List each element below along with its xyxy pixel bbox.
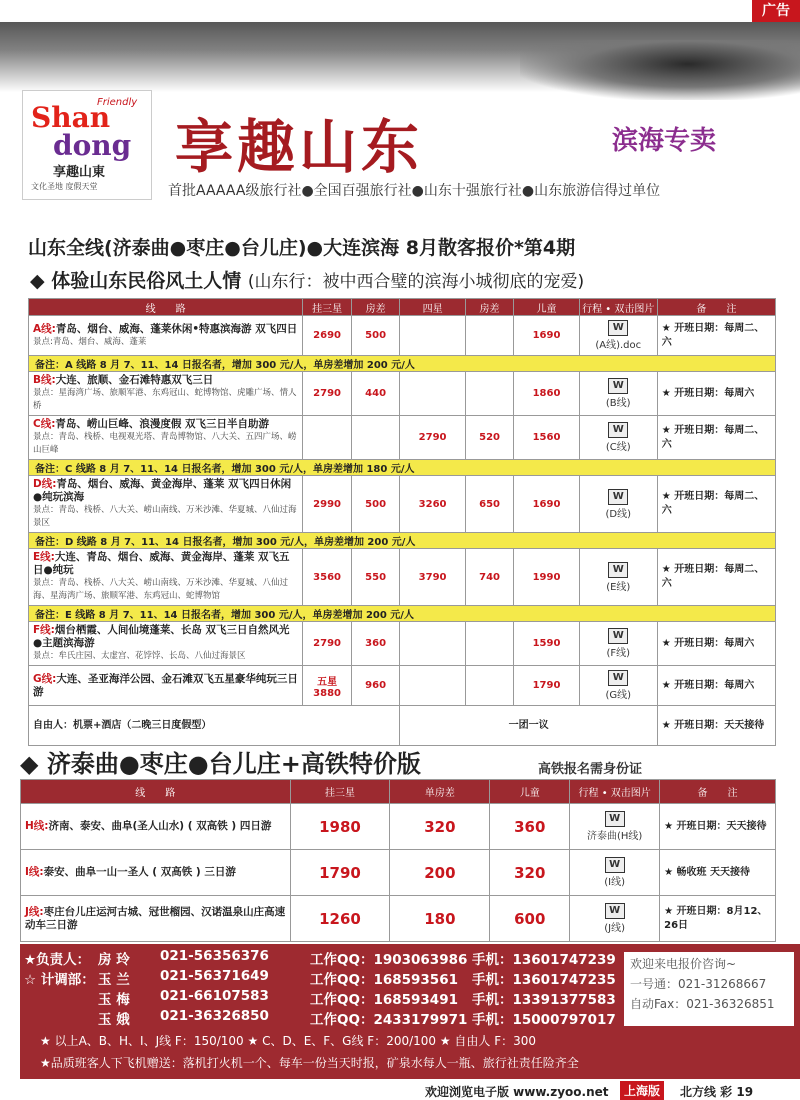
route-cell — [29, 666, 303, 706]
table-row — [29, 316, 776, 356]
route-cell — [29, 372, 303, 416]
price-cell: 1860 — [514, 372, 579, 416]
doc-label: (D线) — [605, 508, 631, 520]
brand-logo — [22, 90, 152, 200]
route-title: 济南、泰安、曲阜(圣人山水) ( 双高铁 ) 四日游 — [48, 820, 272, 832]
route-spots: 景点：青岛、栈桥、八大关、崂山南线、万米沙滩、华夏城、八仙过海景区 — [33, 505, 297, 528]
remark-cell: 备注：C 线路 8 月 7、11、14 日报名者，增加 300 元/人，单房差增加 180 元/人 — [29, 460, 776, 476]
table-row — [29, 372, 776, 416]
itinerary-cell[interactable] — [579, 622, 657, 666]
price-cell: 1980 — [290, 804, 390, 850]
route-spots: 景点：青岛、栈桥、电视观光塔、青岛博物馆、八大关、五四广场、崂山巨峰 — [33, 432, 297, 455]
price-cell: 3560 — [303, 549, 352, 606]
price-cell — [400, 666, 465, 706]
route-cell — [29, 416, 303, 460]
remark-cell: 备注：E 线路 8 月 7、11、14 日报名者，增加 300 元/人，单房差增加 200 元/人 — [29, 606, 776, 622]
route-spots: 景点：青岛、栈桥、八大关、崂山南线、万米沙滩、华夏城、八仙过海、星海湾广场、旅顺军港、东鸡冠山、蛇博物馆 — [33, 578, 289, 601]
remark-cell: 备注：D 线路 8 月 7、11、14 日报名者，增加 300 元/人，单房差增加 200 元/人 — [29, 533, 776, 549]
note-cell: ★ 畅收班 天天接待 — [660, 850, 776, 896]
word-doc-icon[interactable]: W — [605, 903, 625, 919]
price-cell: 2790 — [303, 372, 352, 416]
price-cell: 2790 — [400, 416, 465, 460]
doc-label: (E线) — [606, 581, 631, 593]
price-cell — [351, 416, 400, 460]
doc-label: (C线) — [605, 442, 631, 453]
remark-row — [29, 606, 776, 622]
price-cell — [400, 622, 465, 666]
price-cell: 320 — [390, 804, 490, 850]
table-row — [29, 549, 776, 606]
route-letter: H线: — [25, 820, 49, 832]
gift-note: ★品质班客人下飞机赠送：落机打火机一个、每车一份当天时报，矿泉水每人一瓶、旅行社责任险齐全 — [40, 1056, 579, 1070]
fee-note: ★ 以上A、B、H、I、J线 F：150/100 ★ C、D、E、F、G线 F：200/100 ★ 自由人 F：300 — [40, 1034, 537, 1048]
column-header: 四星 — [400, 299, 465, 316]
sub-title: 滨海专卖 — [612, 126, 717, 156]
table-row — [29, 622, 776, 666]
remark-cell: 备注：A 线路 8 月 7、11、14 日报名者，增加 300 元/人，单房差增加 200 元/人 — [29, 356, 776, 372]
contact-tel[interactable]: 021-66107583 — [160, 988, 269, 1004]
section-1-paren: (山东行：被中西合璧的滨海小城彻底的宠爱) — [247, 272, 585, 292]
price-cell: 1990 — [514, 549, 579, 606]
column-header: 行程 • 双击图片 — [579, 299, 657, 316]
word-doc-icon[interactable]: W — [608, 378, 628, 394]
route-letter: J线: — [25, 905, 44, 918]
column-header: 行程 • 双击图片 — [570, 780, 660, 804]
price-cell: 360 — [351, 622, 400, 666]
free-label: 自由人：机票+酒店（二晚三日度假型） — [29, 706, 400, 746]
route-spots: 景点:青岛、烟台、威海、蓬莱 — [33, 336, 147, 347]
itinerary-cell[interactable] — [579, 476, 657, 533]
fax: 自动Fax：021-36326851 — [630, 997, 775, 1011]
route-cell — [21, 850, 291, 896]
column-header: 房差 — [351, 299, 400, 316]
contact-name: 玉 娥 — [98, 1012, 130, 1028]
contact-role: ☆ 计调部： — [24, 972, 95, 988]
contact-mobile[interactable]: 手机：13601747235 — [472, 972, 616, 988]
price-cell: 650 — [465, 476, 514, 533]
route-letter: E线: — [33, 551, 55, 563]
ad-tag: 广告 — [752, 0, 800, 22]
free-price: 一团一议 — [400, 706, 657, 746]
itinerary-cell[interactable] — [579, 666, 657, 706]
route-title: 青岛、烟台、威海、蓬莱休闲•特惠滨海游 双飞四日 — [55, 322, 298, 335]
price-cell: 360 — [490, 804, 570, 850]
table-row — [29, 666, 776, 706]
itinerary-cell[interactable] — [579, 416, 657, 460]
word-doc-icon[interactable]: W — [608, 489, 628, 505]
contact-name: 房 玲 — [98, 952, 130, 968]
bottom-bar — [0, 1080, 800, 1100]
doc-label: (B线) — [605, 398, 631, 409]
price-cell — [465, 622, 514, 666]
remark-row — [29, 460, 776, 476]
contact-qq: 工作QQ：168593561 — [310, 972, 458, 988]
route-title: 枣庄台儿庄运河古城、冠世榴园、汉诺温泉山庄高速动车三日游 — [25, 905, 286, 931]
price-cell — [465, 666, 514, 706]
price-cell — [465, 372, 514, 416]
doc-label: (G线) — [605, 690, 632, 701]
word-doc-icon[interactable]: W — [608, 422, 628, 438]
column-header: 挂三星 — [303, 299, 352, 316]
contact-role: ★负责人： — [24, 952, 91, 968]
contact-mobile[interactable]: 手机：13601747239 — [472, 952, 616, 968]
note-cell: ★ 开班日期：每周六 — [657, 666, 775, 706]
route-name — [33, 624, 298, 650]
route-name — [33, 374, 298, 387]
contact-panel — [20, 944, 800, 1079]
column-header: 备 注 — [657, 299, 775, 316]
column-header: 房差 — [465, 299, 514, 316]
route-letter: B线: — [33, 374, 56, 386]
route-name — [33, 551, 298, 577]
price-cell: 1790 — [514, 666, 579, 706]
column-header: 儿童 — [514, 299, 579, 316]
route-letter: A线: — [33, 322, 56, 335]
price-cell: 740 — [465, 549, 514, 606]
column-header: 线 路 — [29, 299, 303, 316]
price-cell — [303, 416, 352, 460]
price-cell: 960 — [351, 666, 400, 706]
price-cell: 2690 — [303, 316, 352, 356]
section-1-title — [30, 266, 584, 293]
doc-label: 济泰曲(H线) — [587, 831, 643, 842]
price-cell: 2790 — [303, 622, 352, 666]
diamond-icon: ◆ — [20, 750, 39, 778]
remark-row — [29, 356, 776, 372]
table-row — [21, 896, 776, 942]
table-row — [29, 416, 776, 460]
contact-mobile[interactable]: 手机：13391377583 — [472, 992, 616, 1008]
price-cell: 200 — [390, 850, 490, 896]
welcome-line: 欢迎来电报价咨询~ — [630, 957, 737, 971]
note-cell: ★ 开班日期：每周六 — [657, 622, 775, 666]
contact-name: 玉 梅 — [98, 992, 130, 1008]
price-cell: 3790 — [400, 549, 465, 606]
price-cell: 440 — [351, 372, 400, 416]
route-title: 烟台栖霞、人间仙境蓬莱、长岛 双飞三日自然风光●主题滨海游 — [33, 624, 290, 649]
itinerary-cell[interactable] — [570, 850, 660, 896]
contact-qq: 工作QQ：1903063986 — [310, 952, 468, 968]
main-title: 享趣山东 — [175, 113, 424, 181]
id-requirement: 高铁报名需身份证 — [538, 762, 643, 777]
route-title: 青岛、烟台、威海、黄金海岸、蓬莱 双飞四日休闲●纯玩滨海 — [33, 478, 292, 503]
table-row — [21, 804, 776, 850]
logo-chinese: 享趣山東 — [53, 165, 106, 180]
route-spots: 景点：星海湾广场、旅顺军港、东鸡冠山、蛇博物馆、虎雕广场、情人桥 — [33, 388, 297, 411]
price-cell: 1690 — [514, 476, 579, 533]
route-title: 泰安、曲阜一山一圣人 ( 双高铁 ) 三日游 — [43, 866, 236, 878]
column-header: 备 注 — [660, 780, 776, 804]
free-row — [29, 706, 776, 746]
page-number: 北方线 彩 19 — [680, 1085, 754, 1099]
welcome-box — [624, 952, 794, 1026]
contact-name: 玉 兰 — [98, 972, 130, 988]
contact-mobile[interactable]: 手机：15000797017 — [472, 1012, 616, 1028]
word-doc-icon[interactable]: W — [605, 811, 625, 827]
route-title: 大连、旅顺、金石滩特惠双飞三日 — [55, 374, 214, 386]
route-title: 青岛、崂山巨峰、浪漫度假 双飞三日半自助游 — [55, 418, 270, 430]
price-cell: 500 — [351, 476, 400, 533]
price-cell: 3260 — [400, 476, 465, 533]
column-header: 单房差 — [390, 780, 490, 804]
contact-tel[interactable]: 021-56371649 — [160, 968, 269, 984]
route-letter: D线: — [33, 478, 57, 490]
ink-splash — [520, 40, 800, 100]
section-1-main: 体验山东民俗风土人情 — [51, 270, 242, 292]
note-cell: ★ 开班日期：每周二、六 — [657, 549, 775, 606]
route-cell — [29, 622, 303, 666]
website-link[interactable]: 欢迎浏览电子版 www.zyoo.net — [425, 1085, 609, 1099]
note-cell: ★ 开班日期：每周六 — [657, 372, 775, 416]
route-name — [33, 418, 298, 431]
itinerary-cell[interactable] — [570, 896, 660, 942]
logo-slogan: 文化圣地 度假天堂 — [31, 182, 98, 191]
note-cell: ★ 开班日期：8月12、26日 — [660, 896, 776, 942]
logo-friendly: Friendly — [97, 97, 138, 108]
price-table-1 — [28, 298, 776, 746]
route-cell — [21, 896, 291, 942]
price-cell: 600 — [490, 896, 570, 942]
table-row — [29, 476, 776, 533]
price-cell: 1560 — [514, 416, 579, 460]
route-name — [25, 820, 286, 833]
free-note: ★ 开班日期：天天接待 — [657, 706, 775, 746]
word-doc-icon[interactable]: W — [608, 320, 628, 336]
note-cell: ★ 开班日期：每周二、六 — [657, 416, 775, 460]
word-doc-icon[interactable]: W — [605, 857, 625, 873]
price-cell: 2990 — [303, 476, 352, 533]
doc-label: (F线) — [606, 648, 631, 659]
price-cell: 180 — [390, 896, 490, 942]
section-2-title — [20, 744, 421, 779]
route-letter: G线: — [33, 672, 57, 685]
route-letter: C线: — [33, 418, 56, 430]
edition-badge: 上海版 — [620, 1081, 664, 1100]
price-cell: 500 — [351, 316, 400, 356]
headline: 山东全线(济泰曲●枣庄●台儿庄)●大连滨海 8月散客报价*第4期 — [28, 237, 576, 259]
price-cell: 五星 3880 — [303, 666, 352, 706]
column-header: 儿童 — [490, 780, 570, 804]
contact-qq: 工作QQ：2433179971 — [310, 1012, 468, 1028]
itinerary-cell[interactable] — [579, 372, 657, 416]
price-cell: 320 — [490, 850, 570, 896]
doc-label: (J线) — [604, 923, 626, 934]
route-cell — [29, 316, 303, 356]
section-2-main: 济泰曲●枣庄●台儿庄+高铁特价版 — [46, 750, 421, 778]
note-cell: ★ 开班日期：每周二、六 — [657, 476, 775, 533]
price-cell: 1690 — [514, 316, 579, 356]
price-cell: 520 — [465, 416, 514, 460]
route-letter: I线: — [25, 866, 44, 878]
note-cell: ★ 开班日期：每周二、六 — [657, 316, 775, 356]
contact-qq: 工作QQ：168593491 — [310, 992, 458, 1008]
price-cell — [400, 316, 465, 356]
column-header: 线 路 — [21, 780, 291, 804]
price-cell: 1260 — [290, 896, 390, 942]
route-cell — [29, 476, 303, 533]
route-cell — [29, 549, 303, 606]
diamond-icon: ◆ — [30, 270, 45, 292]
doc-label: (I线) — [604, 877, 626, 888]
doc-label: (A线).doc — [595, 340, 642, 351]
route-name — [33, 673, 298, 699]
hotline: 一号通：021-31268667 — [630, 977, 767, 991]
table-row — [21, 850, 776, 896]
route-name — [33, 323, 298, 336]
price-cell — [465, 316, 514, 356]
itinerary-cell[interactable] — [570, 804, 660, 850]
word-doc-icon[interactable]: W — [608, 670, 628, 686]
logo-dong: dong — [53, 129, 132, 162]
route-title: 大连、青岛、烟台、威海、黄金海岸、蓬莱 双飞五日●纯玩 — [33, 551, 290, 576]
contact-tel[interactable]: 021-36326850 — [160, 1008, 269, 1024]
note-cell: ★ 开班日期：天天接待 — [660, 804, 776, 850]
logo-shan: Shan — [31, 101, 111, 134]
route-name — [25, 906, 286, 932]
route-title: 大连、圣亚海洋公园、金石滩双飞五星豪华纯玩三日游 — [33, 672, 298, 698]
route-spots: 景点：牟氏庄园、太虚宫、花饽饽、长岛、八仙过海景区 — [33, 651, 246, 661]
word-doc-icon[interactable]: W — [608, 562, 628, 578]
price-cell: 1590 — [514, 622, 579, 666]
column-header: 挂三星 — [290, 780, 390, 804]
itinerary-cell[interactable] — [579, 316, 657, 356]
contact-tel[interactable]: 021-56356376 — [160, 948, 269, 964]
remark-row — [29, 533, 776, 549]
price-cell: 550 — [351, 549, 400, 606]
itinerary-cell[interactable] — [579, 549, 657, 606]
price-table-2 — [20, 779, 776, 942]
price-cell — [400, 372, 465, 416]
price-cell: 1790 — [290, 850, 390, 896]
route-letter: F线: — [33, 624, 55, 636]
route-name — [25, 866, 286, 879]
word-doc-icon[interactable]: W — [608, 628, 628, 644]
credentials: 首批AAAAA级旅行社●全国百强旅行社●山东十强旅行社●山东旅游信得过单位 — [168, 183, 661, 199]
route-name — [33, 478, 298, 504]
route-cell — [21, 804, 291, 850]
